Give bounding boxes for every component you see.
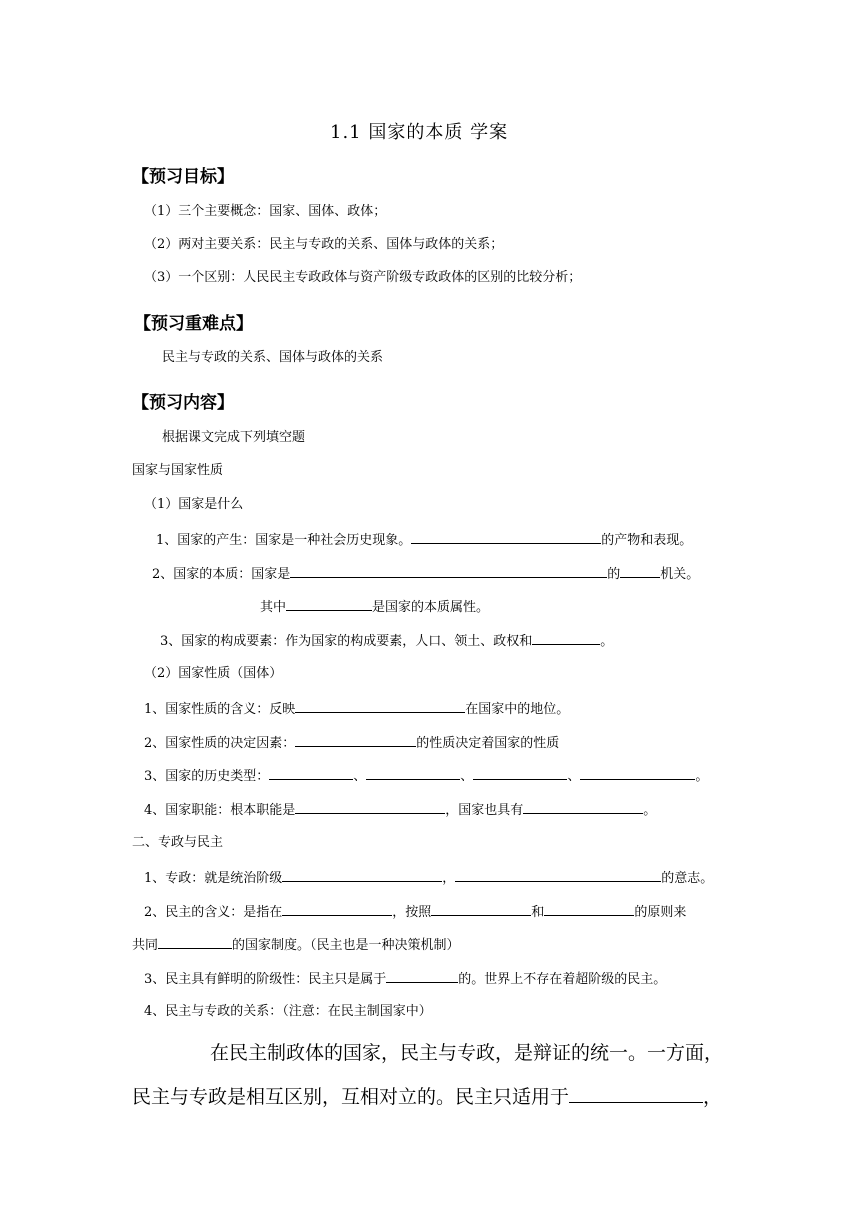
question-line: 3、国家的构成要素：作为国家的构成要素，人口、领土、政权和 。 xyxy=(160,631,613,651)
goal-item: （3）一个区别：人民民主专政政体与资产阶级专政政体的区别的比较分析； xyxy=(144,270,582,285)
question-line: 2、国家的本质：国家是 的 机关。 xyxy=(152,564,699,584)
fill-blank[interactable] xyxy=(295,733,416,747)
fill-blank[interactable] xyxy=(290,564,607,578)
fill-blank[interactable] xyxy=(532,631,600,645)
fill-blank[interactable] xyxy=(282,902,392,916)
question-line: 1、国家性质的含义：反映 在国家中的地位。 xyxy=(144,699,569,719)
content-heading: 【预习内容】 xyxy=(132,393,234,413)
fill-blank[interactable] xyxy=(431,902,531,916)
goals-heading: 【预习目标】 xyxy=(132,167,234,187)
fill-blank[interactable] xyxy=(455,868,661,882)
question-line: 2、民主的含义：是指在 ，按照 和 的原则来 xyxy=(144,902,686,922)
goal-item: （1）三个主要概念：国家、国体、政体； xyxy=(144,204,387,219)
fill-blank[interactable] xyxy=(620,564,660,578)
question-line: 4、国家职能：根本职能是 ，国家也具有 。 xyxy=(144,800,656,820)
subsection-title: （1）国家是什么 xyxy=(144,497,244,512)
page-title: 1.1 国家的本质 学案 xyxy=(330,122,509,143)
body-paragraph: 民主与专政是相互区别，互相对立的。民主只适用于 ， xyxy=(132,1086,723,1108)
fill-blank[interactable] xyxy=(569,1085,703,1103)
fill-blank[interactable] xyxy=(269,766,353,780)
part2-title: 二、专政与民主 xyxy=(132,835,224,850)
key-points-text: 民主与专政的关系、国体与政体的关系 xyxy=(162,350,384,365)
subsection-title: （2）国家性质（国体） xyxy=(144,666,283,681)
goal-item: （2）两对主要关系：民主与专政的关系、国体与政体的关系； xyxy=(144,237,504,252)
question-line: 其中 是国家的本质属性。 xyxy=(260,597,489,617)
key-points-heading: 【预习重难点】 xyxy=(134,314,253,334)
intro-text: 根据课文完成下列填空题 xyxy=(162,430,306,445)
part1-title: 国家与国家性质 xyxy=(132,463,224,478)
fill-blank[interactable] xyxy=(580,766,695,780)
fill-blank[interactable] xyxy=(295,699,465,713)
fill-blank[interactable] xyxy=(295,800,445,814)
question-line: 3、国家的历史类型： 、 、 、 。 xyxy=(144,766,708,786)
fill-blank[interactable] xyxy=(366,766,460,780)
question-line: 4、民主与专政的关系：（注意：在民主制国家中） xyxy=(144,1004,432,1019)
fill-blank[interactable] xyxy=(523,800,643,814)
fill-blank[interactable] xyxy=(411,530,601,544)
question-line: 2、国家性质的决定因素： 的性质决定着国家的性质 xyxy=(144,733,559,753)
body-paragraph: 在民主制政体的国家，民主与专政，是辩证的统一。一方面， xyxy=(210,1042,724,1064)
fill-blank[interactable] xyxy=(286,597,372,611)
fill-blank[interactable] xyxy=(282,868,442,882)
fill-blank[interactable] xyxy=(158,935,232,949)
fill-blank[interactable] xyxy=(386,969,458,983)
question-line: 1、专政：就是统治阶级 ， 的意志。 xyxy=(144,868,713,888)
question-line: 1、国家的产生：国家是一种社会历史现象。 的产物和表现。 xyxy=(156,530,692,550)
fill-blank[interactable] xyxy=(544,902,634,916)
question-line: 共同 的国家制度。（民主也是一种决策机制） xyxy=(132,935,460,955)
fill-blank[interactable] xyxy=(473,766,567,780)
question-line: 3、民主具有鲜明的阶级性：民主只是属于 的。世界上不存在着超阶级的民主。 xyxy=(144,969,666,989)
